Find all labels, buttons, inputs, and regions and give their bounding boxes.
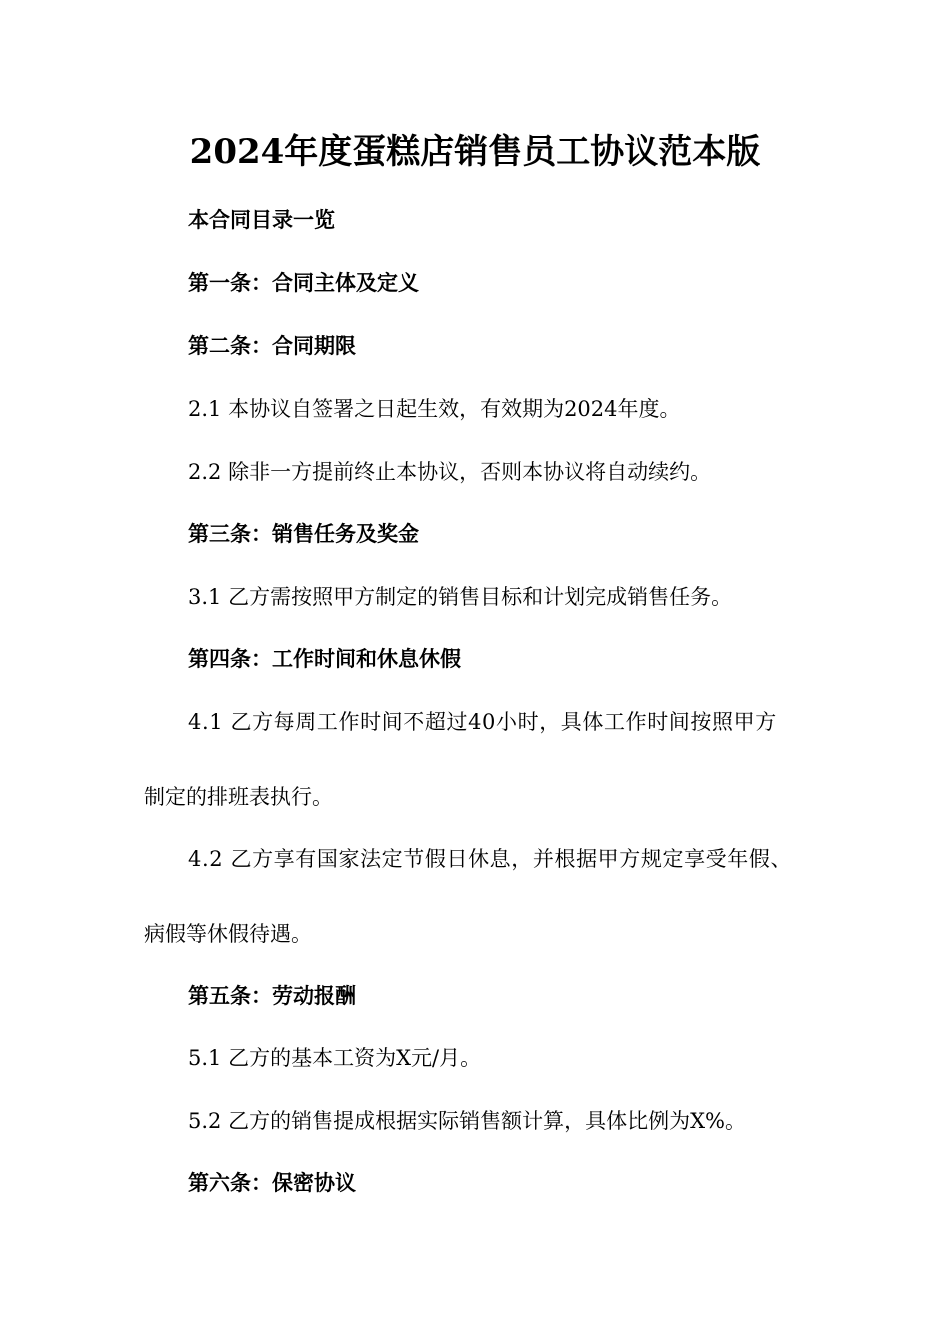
article-1-heading: 第一条：合同主体及定义 bbox=[188, 270, 419, 295]
article-2-heading: 第二条：合同期限 bbox=[188, 333, 356, 358]
document-title: 2024年度蛋糕店销售员工协议范本版 bbox=[189, 132, 761, 172]
toc-heading: 本合同目录一览 bbox=[188, 207, 335, 232]
article-5-heading: 第五条：劳动报酬 bbox=[188, 983, 356, 1008]
clause-2-2: 2.2 除非一方提前终止本协议，否则本协议将自动续约。 bbox=[188, 460, 712, 484]
clause-3-1: 3.1 乙方需按照甲方制定的销售目标和计划完成销售任务。 bbox=[188, 585, 733, 609]
clause-2-1: 2.1 本协议自签署之日起生效，有效期为2024年度。 bbox=[188, 397, 681, 421]
clause-4-2-line-1: 4.2 乙方享有国家法定节假日休息，并根据甲方规定享受年假、 bbox=[188, 847, 793, 871]
article-4-heading: 第四条：工作时间和休息休假 bbox=[188, 646, 461, 671]
clause-4-1-line-1: 4.1 乙方每周工作时间不超过40小时，具体工作时间按照甲方 bbox=[188, 710, 777, 734]
article-3-heading: 第三条：销售任务及奖金 bbox=[188, 521, 419, 546]
clause-5-1: 5.1 乙方的基本工资为X元/月。 bbox=[188, 1046, 482, 1070]
clause-5-2: 5.2 乙方的销售提成根据实际销售额计算，具体比例为X%。 bbox=[188, 1109, 746, 1133]
clause-4-1-line-2: 制定的排班表执行。 bbox=[144, 785, 333, 809]
clause-4-2-line-2: 病假等休假待遇。 bbox=[144, 922, 312, 946]
article-6-heading: 第六条：保密协议 bbox=[188, 1170, 356, 1195]
